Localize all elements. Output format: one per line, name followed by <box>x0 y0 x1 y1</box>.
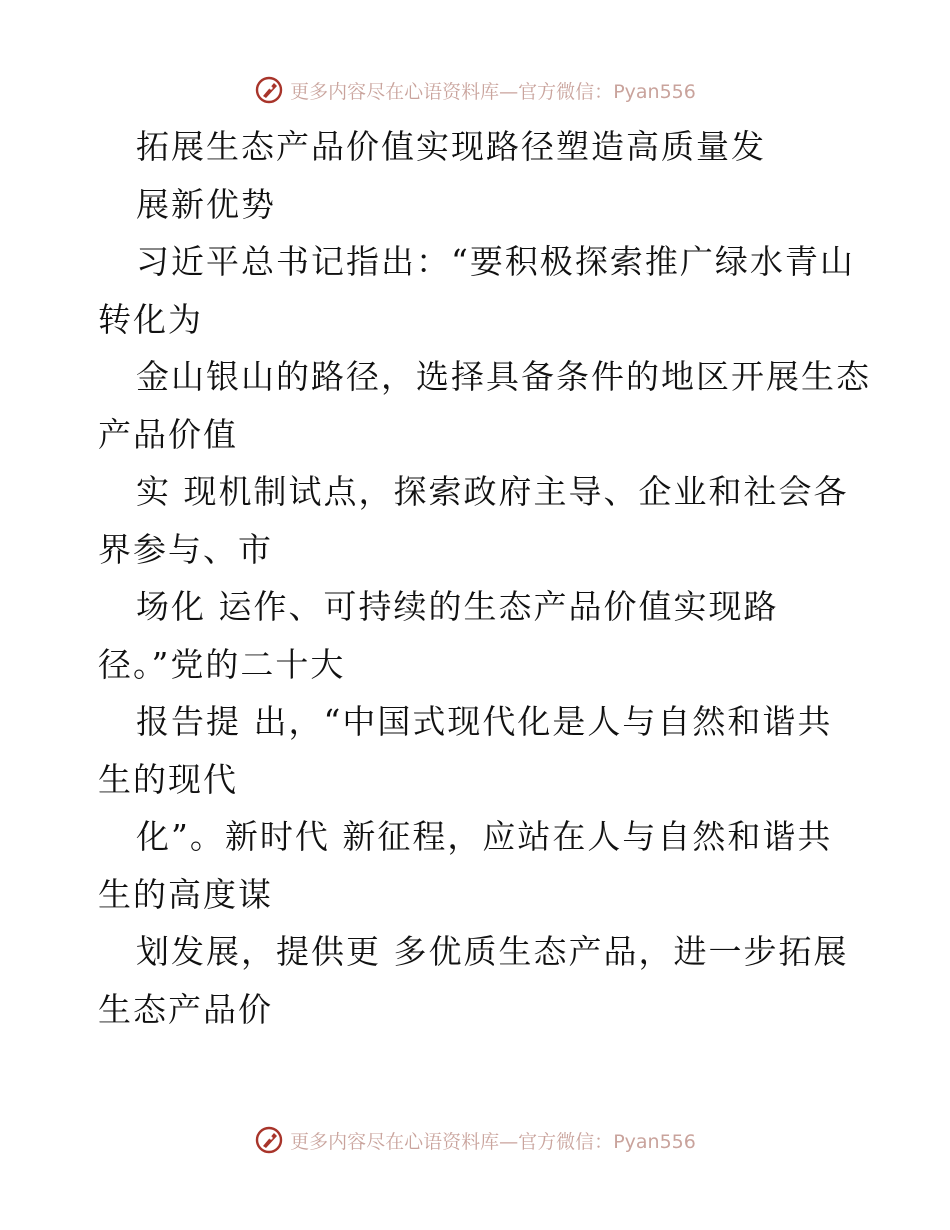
doc-line: 金山银山的路径，选择具备条件的地区开展生态 <box>136 357 871 396</box>
doc-line: 习近平总书记指出：“要积极探索推广绿水青山 <box>136 242 855 281</box>
footer-brand-line <box>290 1127 696 1154</box>
doc-line: 生的高度谋 <box>98 874 273 914</box>
doc-line: 实 现机制试点，探索政府主导、企业和社会各 <box>136 472 849 511</box>
footer-wechat-label: 官方微信： <box>518 1130 614 1153</box>
doc-line: 场化 运作、可持续的生态产品价值实现路 <box>136 587 779 626</box>
header-banner <box>0 70 950 110</box>
doc-line: 生态产品价 <box>98 989 273 1029</box>
doc-line: 报告提 出，“中国式现代化是人与自然和谐共 <box>136 702 833 741</box>
header-wechat-id: Pyan556 <box>613 80 696 103</box>
footer-separator: — <box>499 1130 519 1153</box>
header-brand-line <box>290 77 696 104</box>
header-wechat-label: 官方微信： <box>518 80 614 103</box>
doc-line: 径。”党的二十大 <box>98 644 346 684</box>
doc-line: 划发展，提供更 多优质生态产品，进一步拓展 <box>136 932 849 971</box>
doc-line: 拓展生态产品价值实现路径塑造高质量发 <box>136 127 766 166</box>
pen-nib-logo-icon <box>254 1125 284 1155</box>
doc-line: 界参与、市 <box>98 529 273 569</box>
pen-nib-logo-icon <box>254 75 284 105</box>
doc-line: 生的现代 <box>98 759 238 799</box>
doc-line: 展新优势 <box>136 184 276 224</box>
header-brand-text: 更多内容尽在心语资料库 <box>290 80 500 103</box>
footer-brand-text: 更多内容尽在心语资料库 <box>290 1130 500 1153</box>
doc-line: 转化为 <box>98 299 203 339</box>
footer-banner <box>0 1120 950 1160</box>
footer-wechat-id: Pyan556 <box>613 1130 696 1153</box>
doc-line: 化”。新时代 新征程，应站在人与自然和谐共 <box>136 817 833 856</box>
document-body <box>98 118 871 1038</box>
doc-line: 产品价值 <box>98 414 238 454</box>
header-separator: — <box>499 80 519 103</box>
